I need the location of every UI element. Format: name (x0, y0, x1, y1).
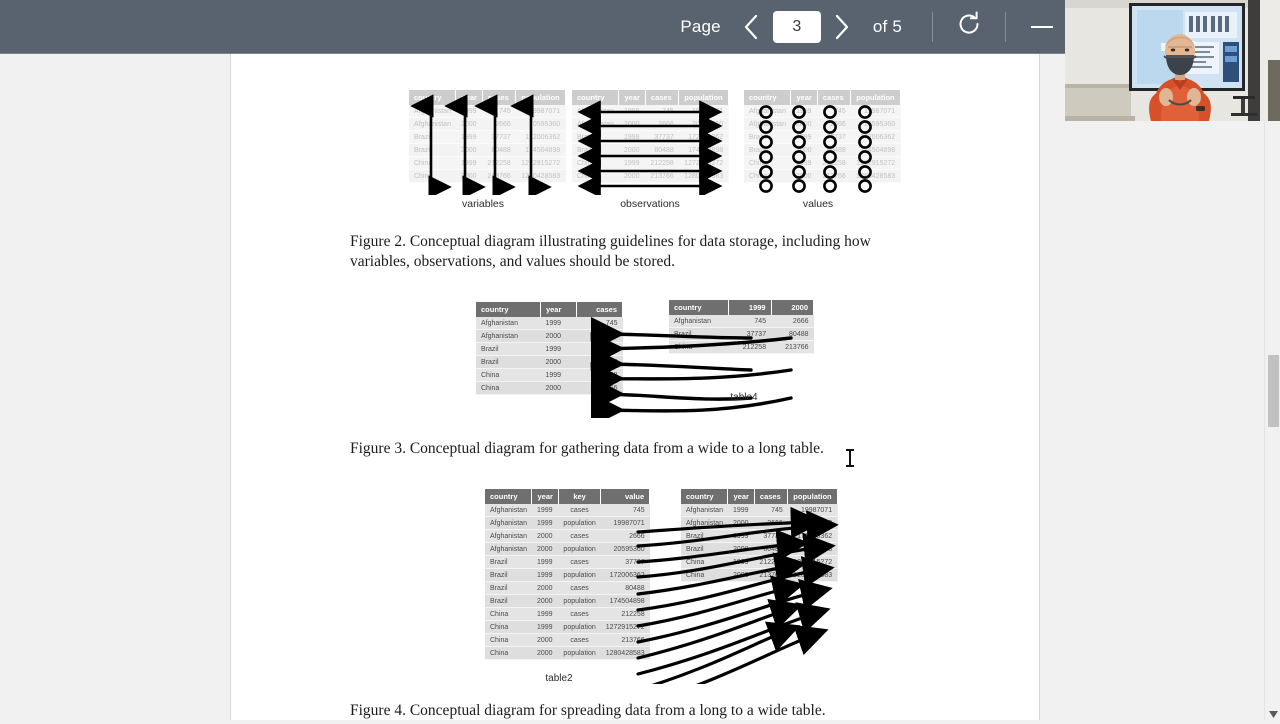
cell: 212258 (482, 157, 515, 170)
cell: 19987071 (516, 105, 565, 118)
cell: 37737 (482, 131, 515, 144)
table-row (485, 582, 650, 595)
cell: cases (558, 608, 600, 621)
minimize-button[interactable] (1022, 7, 1062, 47)
cell: China (572, 170, 619, 183)
table-header-row (485, 489, 650, 504)
figure-2-label-variables: variables (461, 198, 505, 210)
webcam-video-overlay[interactable] (1065, 0, 1280, 121)
column-header: country (476, 302, 540, 317)
cell: 1999 (619, 131, 645, 144)
cell: 37737 (817, 131, 850, 144)
cell: Afghanistan (572, 105, 619, 118)
cell: 212258 (577, 369, 623, 382)
figure-2-table-variables (409, 90, 566, 183)
cell: Brazil (744, 144, 791, 157)
table-row (485, 647, 650, 660)
cell: 1999 (532, 621, 558, 634)
cell: Brazil (476, 356, 540, 369)
cell: 213766 (482, 170, 515, 183)
cell: 174504898 (601, 595, 650, 608)
table-row (744, 144, 900, 157)
cell: 1999 (532, 608, 558, 621)
cell: Afghanistan (476, 317, 540, 330)
column-header: country (485, 489, 532, 504)
column-header: 2000 (771, 300, 813, 315)
column-header: cases (577, 302, 623, 317)
cell: 2000 (791, 170, 817, 183)
cell: 1280428583 (679, 170, 728, 183)
vertical-scrollbar[interactable] (1264, 54, 1280, 720)
cell: cases (558, 556, 600, 569)
cell: 174504898 (679, 144, 728, 157)
cell: population (558, 647, 600, 660)
column-header: 1999 (729, 300, 771, 315)
cell: 172006362 (516, 131, 565, 144)
page-count-label: of 5 (872, 16, 902, 36)
table-row (485, 530, 650, 543)
table-row (485, 634, 650, 647)
cell: 2000 (456, 144, 482, 157)
cell: 1999 (532, 556, 558, 569)
cell: 2000 (540, 382, 576, 395)
cell: Brazil (485, 595, 532, 608)
figure-2-caption: Figure 2. Conceptual diagram illustrating guidelines for data storage, including how variables, observations, and values should be stored. (350, 233, 871, 270)
cell: 1272915272 (851, 157, 900, 170)
cell: Afghanistan (681, 517, 728, 530)
scroll-down-arrow[interactable] (1268, 706, 1279, 715)
cell: 2000 (619, 170, 645, 183)
cell: population (558, 569, 600, 582)
cell: 2000 (791, 118, 817, 131)
table-row (572, 157, 728, 170)
table-row (572, 118, 728, 131)
cell: China (744, 157, 791, 170)
cell: Brazil (476, 343, 540, 356)
cell: 2000 (532, 595, 558, 608)
next-page-button[interactable] (825, 10, 859, 44)
column-header: cases (817, 90, 850, 105)
cell: Afghanistan (485, 530, 532, 543)
cell: 2000 (532, 582, 558, 595)
cell: 745 (601, 504, 650, 517)
cell: 2666 (601, 530, 650, 543)
cell: 213766 (771, 341, 813, 354)
cell: population (558, 517, 600, 530)
table-header-row (744, 90, 900, 105)
cell: 213766 (645, 170, 678, 183)
cell: 1999 (532, 504, 558, 517)
cell: China (485, 608, 532, 621)
cell: 80488 (577, 356, 623, 369)
cell: Brazil (681, 543, 728, 556)
cell: 213766 (754, 569, 787, 582)
cell: 172006362 (601, 569, 650, 582)
previous-page-button[interactable] (735, 10, 769, 44)
column-header: country (744, 90, 791, 105)
table-row (485, 621, 650, 634)
cell: Afghanistan (409, 105, 456, 118)
cell: 37737 (577, 343, 623, 356)
cell: 20595360 (788, 517, 837, 530)
cell: 2666 (817, 118, 850, 131)
text-cursor-caret (849, 451, 851, 465)
figure-3-table-name: table4 (730, 392, 758, 403)
cell: 1999 (532, 569, 558, 582)
cell: 1999 (540, 343, 576, 356)
cell: Afghanistan (485, 543, 532, 556)
cell: 212258 (645, 157, 678, 170)
cell: 745 (817, 105, 850, 118)
table-row (409, 144, 565, 157)
table-row (409, 131, 565, 144)
table-row (485, 556, 650, 569)
column-header: year (791, 90, 817, 105)
cell: 19987071 (601, 517, 650, 530)
cell: 1999 (456, 105, 482, 118)
cell: 1999 (540, 317, 576, 330)
cell: 2000 (456, 170, 482, 183)
column-header: cases (754, 489, 787, 504)
cell: 1999 (728, 530, 754, 543)
cell: 2000 (532, 647, 558, 660)
table-row (485, 504, 650, 517)
cell: 19987071 (788, 504, 837, 517)
cell: 1999 (456, 131, 482, 144)
cell: population (558, 621, 600, 634)
figure-2-table-observations (572, 90, 729, 183)
scrollbar-thumb[interactable] (1268, 355, 1279, 427)
cell: 19987071 (679, 105, 728, 118)
cell: 80488 (601, 582, 650, 595)
cell: 1280428583 (851, 170, 900, 183)
cell: Afghanistan (681, 504, 728, 517)
cell: 1272915272 (679, 157, 728, 170)
cell: 1999 (456, 157, 482, 170)
cell: Afghanistan (744, 118, 791, 131)
figure-4-left-table-name: table2 (545, 673, 573, 684)
cell: Brazil (572, 144, 619, 157)
page-number-input[interactable] (773, 11, 821, 43)
figure-2-panel-observations (572, 90, 724, 195)
cell: 174504898 (516, 144, 565, 157)
column-header: year (532, 489, 558, 504)
cell: 2000 (532, 543, 558, 556)
cell: 1999 (619, 105, 645, 118)
cell: 2666 (771, 315, 813, 328)
table-row (409, 170, 565, 183)
rotate-button[interactable] (949, 7, 989, 47)
figure-2-panel-values (744, 90, 896, 195)
cell: 20595360 (851, 118, 900, 131)
column-header: country (681, 489, 728, 504)
chevron-left-icon (743, 14, 760, 40)
table-row (409, 105, 565, 118)
cell: 20595360 (601, 543, 650, 556)
cell: 2000 (540, 356, 576, 369)
cell: China (409, 170, 456, 183)
cell: cases (558, 634, 600, 647)
cell: Brazil (572, 131, 619, 144)
cell: 745 (482, 105, 515, 118)
cell: 37737 (601, 556, 650, 569)
cell: 212258 (729, 341, 771, 354)
cell: 2000 (728, 517, 754, 530)
document-scroll-area[interactable] (0, 54, 1280, 720)
table-header-row (572, 90, 728, 105)
cell: Afghanistan (476, 330, 540, 343)
cell: 212258 (754, 556, 787, 569)
figure-2-label-values: values (802, 198, 834, 210)
table-row (409, 118, 565, 131)
column-header: value (601, 489, 650, 504)
table-row (572, 105, 728, 118)
figure-2-panel-variables (409, 90, 561, 195)
column-header: year (619, 90, 645, 105)
cell: 1999 (540, 369, 576, 382)
column-header: country (669, 300, 729, 315)
cell: 1999 (791, 131, 817, 144)
cell: 213766 (601, 634, 650, 647)
table-row (744, 157, 900, 170)
toolbar-divider-1 (932, 12, 933, 42)
cell: Brazil (409, 144, 456, 157)
cell: Afghanistan (485, 517, 532, 530)
cell: Afghanistan (485, 504, 532, 517)
cell: 1999 (619, 157, 645, 170)
cell: 1999 (791, 105, 817, 118)
cell: 80488 (817, 144, 850, 157)
table-row (485, 608, 650, 621)
cell: Brazil (409, 131, 456, 144)
cell: 80488 (754, 543, 787, 556)
table-row (572, 131, 728, 144)
cell: 2000 (532, 530, 558, 543)
cell: cases (558, 582, 600, 595)
cell: 1280428583 (516, 170, 565, 183)
cell: China (681, 556, 728, 569)
column-header: year (728, 489, 754, 504)
table-row (485, 517, 650, 530)
cell: 212258 (817, 157, 850, 170)
cell: 2000 (791, 144, 817, 157)
cell: China (669, 341, 729, 354)
column-header: population (788, 489, 837, 504)
cell: Afghanistan (572, 118, 619, 131)
cell: 19987071 (851, 105, 900, 118)
table-row (744, 131, 900, 144)
cell: 2666 (482, 118, 515, 131)
cell: China (476, 382, 540, 395)
table-row (485, 569, 650, 582)
toolbar-divider-2 (1005, 12, 1006, 42)
column-header: year (456, 90, 482, 105)
cell: 1272915272 (601, 621, 650, 634)
cell: Brazil (744, 131, 791, 144)
cell: 80488 (482, 144, 515, 157)
cell: 2666 (754, 517, 787, 530)
cell: 745 (754, 504, 787, 517)
cell: 37737 (729, 328, 771, 341)
cell: 745 (577, 317, 623, 330)
document-page (230, 54, 1040, 720)
column-header: year (540, 302, 576, 317)
cell: 213766 (817, 170, 850, 183)
table-row (744, 118, 900, 131)
cell: 174504898 (788, 543, 837, 556)
column-header: population (516, 90, 565, 105)
presenter-video-frame (1065, 0, 1280, 121)
cell: China (485, 647, 532, 660)
column-header: key (558, 489, 600, 504)
cell: 745 (645, 105, 678, 118)
cell: China (409, 157, 456, 170)
figure-2-label-observations: observations (620, 198, 680, 210)
cell: cases (558, 504, 600, 517)
cell: 1272915272 (516, 157, 565, 170)
cell: 213766 (577, 382, 623, 395)
cell: Brazil (681, 530, 728, 543)
cell: 80488 (645, 144, 678, 157)
rotate-icon (956, 11, 982, 42)
figure-2-table-values (744, 90, 901, 183)
cell: China (744, 170, 791, 183)
cell: 1280428583 (788, 569, 837, 582)
cell: 1999 (532, 517, 558, 530)
column-header: cases (645, 90, 678, 105)
cell: 1999 (791, 157, 817, 170)
table-header-row (409, 90, 565, 105)
cell: 212258 (601, 608, 650, 621)
cell: China (572, 157, 619, 170)
cell: 37737 (645, 131, 678, 144)
figure-3-caption: Figure 3. Conceptual diagram for gathering data from a wide to a long table. (350, 440, 824, 457)
table-row (485, 595, 650, 608)
column-header: population (851, 90, 900, 105)
column-header: population (679, 90, 728, 105)
cell: Brazil (485, 556, 532, 569)
cell: China (485, 634, 532, 647)
cell: Afghanistan (669, 315, 729, 328)
cell: China (681, 569, 728, 582)
cell: 2000 (619, 118, 645, 131)
cell: Afghanistan (409, 118, 456, 131)
cell: 1999 (728, 556, 754, 569)
cell: 2000 (456, 118, 482, 131)
cell: 172006362 (851, 131, 900, 144)
cell: 745 (729, 315, 771, 328)
cell: 1272915272 (788, 556, 837, 569)
cell: cases (558, 530, 600, 543)
cell: 174504898 (851, 144, 900, 157)
page-label: Page (680, 16, 721, 36)
column-header: cases (482, 90, 515, 105)
cell: China (476, 369, 540, 382)
figure-4-caption: Figure 4. Conceptual diagram for spreading data from a long to a wide table. (350, 702, 826, 719)
cell: population (558, 543, 600, 556)
table-row (409, 157, 565, 170)
column-header: country (409, 90, 456, 105)
cell: 2666 (577, 330, 623, 343)
cell: 1999 (728, 504, 754, 517)
cell: 20595360 (679, 118, 728, 131)
cell: 2000 (532, 634, 558, 647)
cell: 2666 (645, 118, 678, 131)
cell: Brazil (485, 582, 532, 595)
cell: 37737 (754, 530, 787, 543)
cell: 2000 (619, 144, 645, 157)
cell: 2000 (728, 543, 754, 556)
table-row (572, 144, 728, 157)
cell: China (485, 621, 532, 634)
cell: 2000 (540, 330, 576, 343)
cell: Brazil (669, 328, 729, 341)
cell: Afghanistan (744, 105, 791, 118)
minimize-icon (1031, 26, 1053, 28)
cell: 20595360 (516, 118, 565, 131)
chevron-right-icon (833, 14, 850, 40)
cell: Brazil (485, 569, 532, 582)
table-row (744, 170, 900, 183)
table-row (744, 105, 900, 118)
table-row (485, 543, 650, 556)
figure-4-spread-arrows (626, 484, 846, 684)
cell: 2000 (728, 569, 754, 582)
cell: 172006362 (679, 131, 728, 144)
cell: 1280428583 (601, 647, 650, 660)
column-header: country (572, 90, 619, 105)
cell: population (558, 595, 600, 608)
cell: 172006362 (788, 530, 837, 543)
cell: 80488 (771, 328, 813, 341)
table-row (572, 170, 728, 183)
